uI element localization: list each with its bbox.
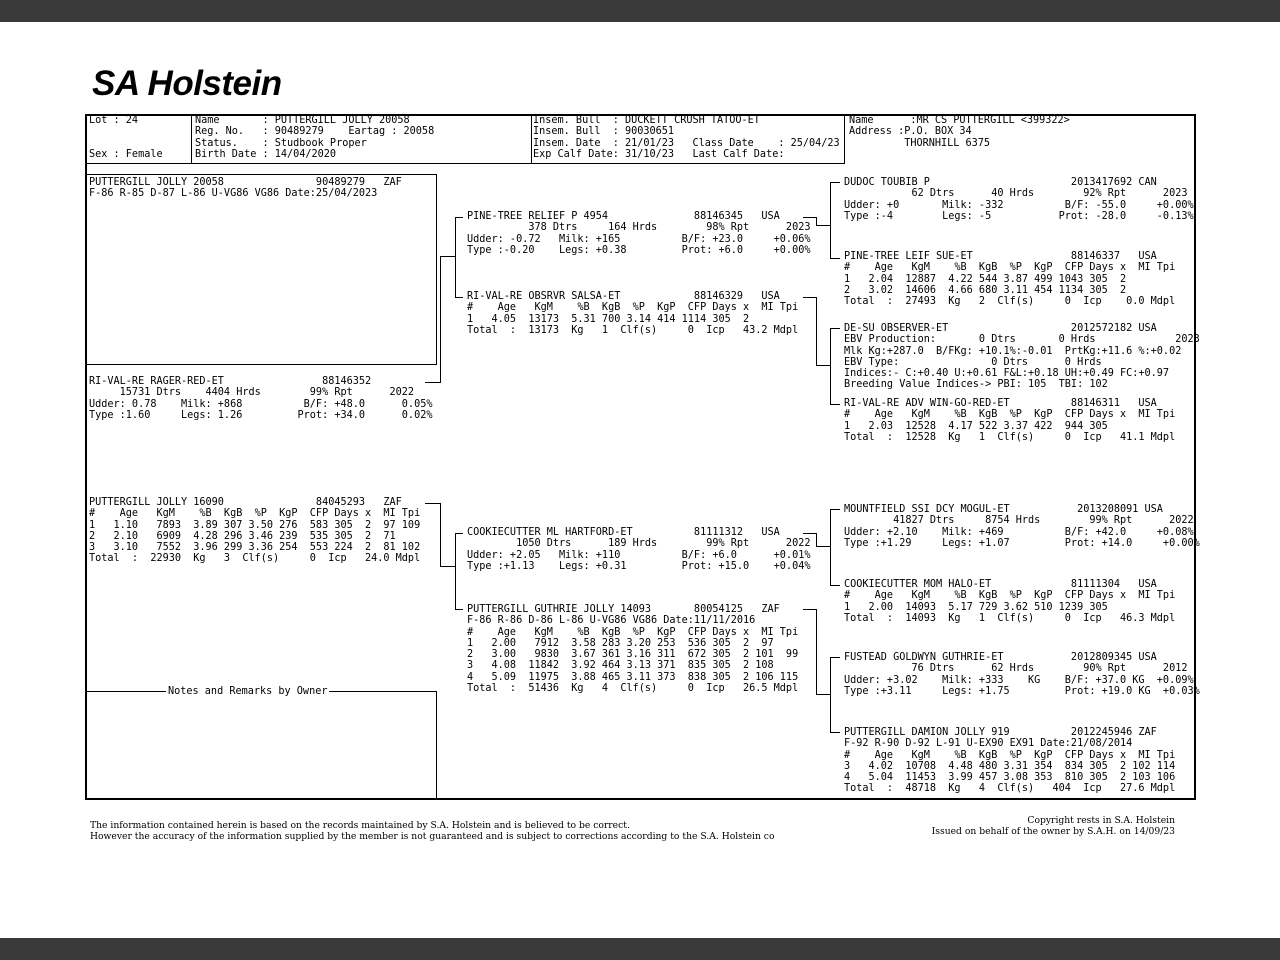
connector	[830, 657, 831, 733]
connector	[830, 182, 840, 183]
sire-sire-block	[467, 211, 810, 256]
connector	[830, 258, 840, 259]
connector	[830, 657, 840, 658]
connector	[830, 509, 840, 510]
connector	[830, 732, 840, 733]
text-line: Reg. No. : 90489279 Eartag : 20058	[195, 126, 435, 138]
connector	[830, 182, 831, 259]
sire-block	[89, 376, 432, 421]
connector	[425, 382, 441, 383]
text-line: 4 5.04 11453 3.99 457 3.08 353 810 305 2 103 106	[844, 772, 1176, 784]
text-line: 76 Dtrs 62 Hrds 90% Rpt 2012	[844, 663, 1188, 675]
text-line: 3 4.02 10708 4.48 480 3.31 354 834 305 2 102 114	[844, 760, 1176, 772]
text-line: THORNHILL 6375	[849, 137, 991, 149]
connector	[440, 256, 455, 257]
text-line: 3 3.10 7552 3.96 299 3.36 254 553 224 2 81 102	[89, 542, 421, 554]
text-line: # Age KgM %B KgB %P KgP CFP Days x MI Tpi	[844, 262, 1176, 274]
text-line: Udder: +2.05 Milk: +110 B/F: +6.0 +0.01%	[467, 549, 811, 561]
notes-label: Notes and Remarks by Owner	[168, 686, 328, 697]
top-bar	[0, 0, 1280, 22]
footer-disclaimer	[90, 820, 775, 842]
text-line: Udder: +2.10 Milk: +469 B/F: +42.0 +0.08%	[844, 526, 1194, 538]
text-line: Insem. Bull : DUCKETT CRUSH TATOO-ET	[533, 115, 760, 126]
dam-sire-block	[467, 527, 810, 572]
text-line: 3 4.08 11842 3.92 464 3.13 371 835 305 2 108	[467, 660, 774, 672]
footer-disclaimer-clip	[90, 820, 818, 842]
connector	[425, 503, 441, 504]
header-divider-3	[844, 114, 845, 164]
text-line: Total : 22930 Kg 3 Clf(s) 0 Icp 24.0 Mdpl	[89, 553, 421, 565]
header-divider-1	[191, 114, 192, 164]
text-line: 1 4.05 13173 5.31 700 3.14 414 1114 305 2	[467, 313, 750, 325]
text-line: MOUNTFIELD SSI DCY MOGUL-ET 2013208091 USA	[844, 504, 1163, 515]
connector	[455, 533, 456, 610]
text-line	[89, 126, 163, 137]
sire-dam-dam-block	[844, 398, 1175, 443]
connector	[455, 217, 463, 218]
subject-box-right	[436, 174, 437, 364]
connector	[440, 566, 455, 567]
connector	[830, 509, 831, 586]
text-line: Mlk Kg:+287.0 B/FKg: +10.1%:-0.01 PrtKg:+11.6 %:+0.02	[844, 345, 1182, 357]
text-line: RI-VAL-RE ADV WIN-GO-RED-ET 88146311 USA	[844, 398, 1157, 409]
text-line: Sex : Female	[89, 148, 163, 160]
header-divider-2	[531, 114, 532, 164]
text-line: Issued on behalf of the owner by S.A.H. on 14/09/23	[931, 826, 1175, 837]
text-line: 1 2.00 7912 3.58 283 3.20 253 536 305 2 97	[467, 637, 774, 649]
text-line: Total : 48718 Kg 4 Clf(s) 404 Icp 27.6 Mdpl	[844, 783, 1176, 795]
dam-dam-block	[467, 604, 798, 694]
connector	[830, 328, 840, 329]
text-line: 378 Dtrs 164 Hrds 98% Rpt 2023	[467, 222, 811, 234]
connector	[455, 256, 456, 298]
footer-copyright	[900, 815, 1175, 837]
text-line: # Age KgM %B KgB %P KgP CFP Days x MI Tpi	[844, 409, 1176, 421]
text-line: RI-VAL-RE OBSRVR SALSA-ET 88146329 USA	[467, 291, 780, 302]
text-line: Status. : Studbook Proper	[195, 137, 367, 149]
connector	[455, 533, 463, 534]
sire-dam-block	[467, 291, 798, 336]
connector	[803, 609, 816, 610]
text-line: 62 Dtrs 40 Hrds 92% Rpt 2023	[844, 188, 1188, 200]
sire-sire-dam-block	[844, 251, 1175, 307]
text-line: 41827 Dtrs 8754 Hrds 99% Rpt 2022	[844, 515, 1194, 527]
text-line: 1050 Dtrs 189 Hrds 99% Rpt 2022	[467, 538, 811, 550]
connector	[816, 225, 830, 226]
text-line: RI-VAL-RE RAGER-RED-ET 88146352	[89, 376, 372, 387]
dam-dam-sire-block	[844, 652, 1200, 697]
text-line: Udder: +3.02 Milk: +333 KG B/F: +37.0 KG +0.09%	[844, 674, 1194, 686]
dam-block	[89, 497, 420, 565]
connector	[455, 297, 463, 298]
text-line: DE-SU OBSERVER-ET 2012572182 USA	[844, 323, 1157, 334]
text-line: Type :+3.11 Legs: +1.75 Prot: +19.0 KG +0.03%	[844, 685, 1200, 697]
text-line: Breeding Value Indices-> PBI: 105 TBI: 102	[844, 379, 1108, 391]
text-line: # Age KgM %B KgB %P KgP CFP Days x MI Tpi	[844, 590, 1176, 602]
text-line: EBV Production: 0 Dtrs 0 Hrds 2023	[844, 334, 1200, 346]
text-line: Copyright rests in S.A. Holstein	[1027, 815, 1175, 826]
dam-dam-dam-block	[844, 727, 1175, 795]
text-line: 2 3.00 9830 3.67 361 3.16 311 672 305 2 101 99	[467, 649, 799, 661]
text-line: Udder: 0.78 Milk: +868 B/F: +48.0 0.05%	[89, 398, 433, 410]
text-line: Total : 14093 Kg 1 Clf(s) 0 Icp 46.3 Mdpl	[844, 612, 1176, 624]
text-line: FUSTEAD GOLDWYN GUTHRIE-ET 2012809345 USA	[844, 652, 1157, 663]
text-line: Total : 12528 Kg 1 Clf(s) 0 Icp 41.1 Mdpl	[844, 431, 1176, 443]
text-line: Exp Calf Date: 31/10/23 Last Calf Date:	[533, 148, 785, 160]
text-line: Lot : 24	[89, 115, 139, 126]
dam-sire-sire-block	[844, 504, 1200, 549]
connector	[830, 585, 840, 586]
text-line: The information contained herein is based on the records maintained by S.A. Holstein and is believed to be correct.	[90, 820, 630, 831]
connector	[803, 533, 816, 534]
text-line: Address :P.O. BOX 34	[849, 126, 972, 138]
notes-box-right	[436, 691, 437, 800]
text-line: 1 2.00 14093 5.17 729 3.62 510 1239 305	[844, 601, 1108, 613]
text-line: Total : 27493 Kg 2 Clf(s) 0 Icp 0.0 Mdpl	[844, 296, 1176, 308]
connector	[816, 533, 817, 547]
text-line: 1 1.10 7893 3.89 307 3.50 276 583 305 2 97 109	[89, 519, 421, 531]
subject-box-top	[85, 174, 437, 175]
connector	[440, 256, 441, 383]
connector	[816, 546, 830, 547]
text-line: Type :1.60 Legs: 1.26 Prot: +34.0 0.02%	[89, 409, 433, 421]
text-line: PINE-TREE LEIF SUE-ET 88146337 USA	[844, 251, 1157, 262]
text-line: # Age KgM %B KgB %P KgP CFP Days x MI Tpi	[89, 508, 421, 520]
text-line: # Age KgM %B KgB %P KgP CFP Days x MI Tpi	[844, 749, 1176, 761]
insemination-block	[533, 115, 840, 160]
text-line: Indices:- C:+0.40 U:+0.61 F&L:+0.18 UH:+0.49 FC:+0.97	[844, 368, 1170, 380]
text-line: 15731 Dtrs 4404 Hrds 99% Rpt 2022	[89, 387, 415, 399]
text-line: COOKIECUTTER MOM HALO-ET 81111304 USA	[844, 579, 1157, 590]
text-line: Type :+1.13 Legs: +0.31 Prot: +15.0 +0.04%	[467, 560, 811, 572]
text-line: PUTTERGILL DAMION JOLLY 919 2012245946 ZAF	[844, 727, 1157, 738]
connector	[803, 217, 816, 218]
connector	[830, 404, 840, 405]
connector	[440, 503, 441, 567]
text-line: 4 5.09 11975 3.88 465 3.11 373 838 305 2 106 115	[467, 671, 799, 683]
text-line: PUTTERGILL JOLLY 16090 84045293 ZAF	[89, 497, 402, 508]
text-line: PUTTERGILL GUTHRIE JOLLY 14093 80054125 ZAF	[467, 604, 780, 615]
text-line: # Age KgM %B KgB %P KgP CFP Days x MI Tpi	[467, 302, 799, 314]
text-line: Type :-4 Legs: -5 Prot: -28.0 -0.13%	[844, 210, 1194, 222]
connector	[455, 609, 463, 610]
text-line: Type :+1.29 Legs: +1.07 Prot: +14.0 +0.00%	[844, 537, 1200, 549]
sire-dam-sire-block	[844, 323, 1200, 391]
text-line: PUTTERGILL JOLLY 20058 90489279 ZAF	[89, 177, 402, 188]
text-line: Udder: -0.72 Milk: +165 B/F: +23.0 +0.06%	[467, 233, 811, 245]
dam-sire-dam-block	[844, 579, 1175, 624]
text-line	[89, 138, 163, 149]
connector	[816, 297, 817, 366]
subject-animal	[89, 177, 402, 200]
text-line: DUDOC TOUBIB P 2013417692 CAN	[844, 177, 1157, 188]
connector	[816, 365, 830, 366]
bottom-bar	[0, 938, 1280, 960]
text-line: F-86 R-86 D-86 L-86 U-VG86 VG86 Date:11/11/2016	[467, 615, 756, 627]
text-line: EBV Type: 0 Dtrs 0 Hrds	[844, 356, 1102, 368]
text-line: Type :-0.20 Legs: +0.38 Prot: +6.0 +0.00%	[467, 244, 811, 256]
text-line: Total : 51436 Kg 4 Clf(s) 0 Icp 26.5 Mdpl	[467, 683, 799, 695]
text-line: Insem. Bull : 90030651	[533, 126, 675, 138]
text-line: 1 2.04 12887 4.22 544 3.87 499 1043 305 2	[844, 273, 1127, 285]
connector	[816, 609, 817, 695]
sire-sire-sire-block	[844, 177, 1194, 222]
text-line: F-86 R-85 D-87 L-86 U-VG86 VG86 Date:25/04/2023	[89, 188, 378, 200]
text-line: Udder: +0 Milk: -332 B/F: -55.0 +0.00%	[844, 199, 1194, 211]
text-line: # Age KgM %B KgB %P KgP CFP Days x MI Tpi	[467, 626, 799, 638]
connector	[803, 297, 816, 298]
text-line: Name :MR CS PUTTERGILL <399322>	[849, 115, 1070, 126]
animal-id-block	[195, 115, 434, 160]
connector	[830, 328, 831, 405]
text-line: Birth Date : 14/04/2020	[195, 148, 337, 160]
text-line: 1 2.03 12528 4.17 522 3.37 422 944 305	[844, 420, 1108, 432]
text-line: 2 2.10 6909 4.28 296 3.46 239 535 305 2 71	[89, 530, 396, 542]
text-line: Total : 13173 Kg 1 Clf(s) 0 Icp 43.2 Mdpl	[467, 324, 799, 336]
connector	[455, 217, 456, 257]
page-title: SA Holstein	[92, 64, 282, 103]
header-bottom-border	[85, 163, 845, 164]
text-line: COOKIECUTTER ML HARTFORD-ET 81111312 USA	[467, 527, 780, 538]
owner-block	[849, 115, 1070, 149]
connector	[816, 694, 830, 695]
lot-block	[89, 115, 163, 160]
text-line: Insem. Date : 21/01/23 Class Date : 25/04/23	[533, 137, 840, 149]
text-line: However the accuracy of the information supplied by the member is not guaranteed and is subject to corrections according to the S.A. Holstein co	[90, 831, 775, 842]
text-line: F-92 R-90 D-92 L-91 U-EX90 EX91 Date:21/08/2014	[844, 738, 1133, 750]
text-line: PINE-TREE RELIEF P 4954 88146345 USA	[467, 211, 780, 222]
text-line: Name : PUTTERGILL JOLLY 20058	[195, 115, 410, 126]
subject-box-bottom	[85, 364, 437, 365]
text-line: 2 3.02 14606 4.66 680 3.11 454 1134 305 2	[844, 284, 1127, 296]
